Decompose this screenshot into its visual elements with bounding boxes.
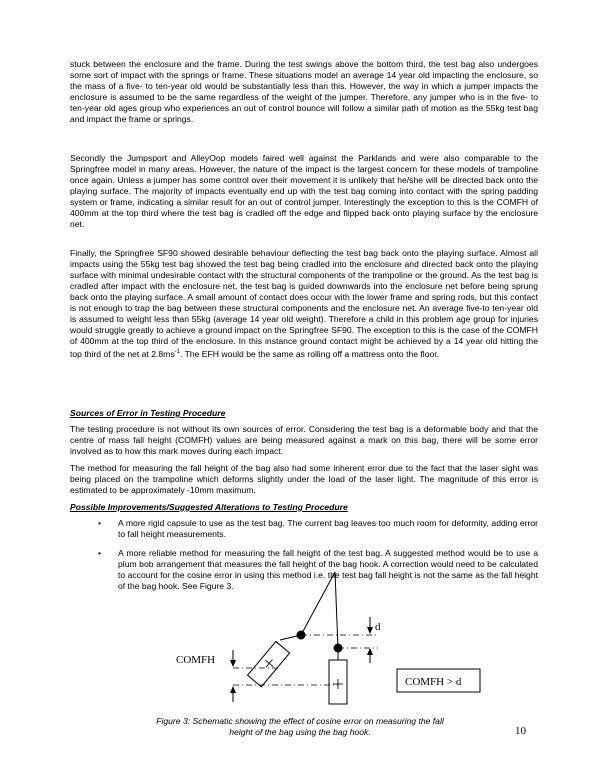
paragraph-5-text: The method for measuring the fall height of the bag also had some inherent error due to the fact that the laser sight was being placed on the trampoline which deforms slightly under the load of the laser light. The magnitude of this error is estimated to be approximately -10mm maximum. [70, 463, 538, 495]
figure-caption [130, 716, 470, 738]
figure-caption-line-2: height of the bag using the bag hook. [229, 727, 371, 737]
label-comfh: COMFH [176, 654, 216, 666]
hook-string-right [335, 572, 338, 648]
bullet-text: A more rigid capsule to use as the test bag. The current bag leaves too much room for deformity, adding error to fall height measurements. [118, 518, 538, 539]
comfh-d-box-label: COMFH > d [405, 676, 462, 688]
page-number: 10 [515, 725, 526, 737]
paragraph-3-part-b: . The EFH would be the same as rolling off a mattress onto the floor. [179, 348, 440, 359]
label-d: d [375, 621, 381, 633]
paragraph-3-part-a: Finally, the Springfree SF90 showed desirable behaviour deflecting the test bag back onto the playing surface. Almost all impacts using the 55kg test bag showed the test bag being cradled into the enclosure and directed back onto the playing surface with minimal undesirable contact with the structural components of the trampoline or the ground. As the test bag is cradled after impact with the enclosure net, the test bag is guided downwards into the enclosure net before being sprung back onto the playing surface. A small amount of contact does occur with the lower frame and spring rods, but this contact is not enough to trap the bag between these structural components and the enclosure net. An average five-to ten-year old is assumed to weight less than 55kg (average 14 year old weight). Therefore a child in this problem age group for injuries would struggle greatly to achieve a ground impact on the Springfree SF90. The exception to this is the case of the COMFH of 400mm at the top third of the enclosure. In this instance ground contact might be achieved by a 14 year old hitting the top third of the net at 2.8ms [70, 248, 538, 359]
bullet-icon: • [98, 518, 102, 528]
d-arrowhead-top [367, 627, 373, 634]
paragraph-1-text: stuck between the enclosure and the frame. During the test swings above the bottom third, the test bag also undergoes some sort of impact with the springs or frame. These situations model an average 14 year old impacting the enclosure, so the mass of a five- to ten-year old would be substantially less than this. However, the way in which a jumper impacts the enclosure is assumed to be the same regardless of the weight of the jumper. Therefore, any jumper who is in the five- to ten-year old ages group who experiences an out of control bounce will follow a similar path of motion as the 55kg test bag and impact the frame or springs. [70, 59, 538, 124]
figure-caption-line-1: Figure 3: Schematic showing the effect of cosine error on measuring the fall [156, 716, 444, 726]
paragraph-3-superscript: -1 [174, 349, 180, 355]
paragraph-4-text: The testing procedure is not without its own sources of error. Considering the test bag is a deformable body and that the centre of mass fall height (COMFH) values are being measured against a mark on this bag, there will be some error involved as to how this mark moves during each impact. [70, 424, 538, 456]
bullet-text: A more reliable method for measuring the fall height of the test bag. A suggested method would be to use a plum bob arrangement that measures the fall height of the bag hook. A correction would need to be calculated to account for the cosine error in using this method i.e. the test bag fall height is not the same as the fall height of the bag hook. See Figure 3. [118, 548, 538, 591]
section-heading-sources-of-error: Sources of Error in Testing Procedure [70, 408, 226, 418]
comfh-arrowhead-top [230, 660, 236, 667]
hook-string-left [301, 572, 335, 635]
bullet-icon: • [98, 548, 102, 558]
tilted-bag [248, 641, 290, 686]
section-heading-improvements: Possible Improvements/Suggested Alterations to Testing Procedure [70, 502, 348, 512]
comfh-arrowhead-bottom [230, 686, 236, 693]
paragraph-2-text: Secondly the Jumpsport and AlleyOop models faired well against the Parklands and were also comparable to the Springfree model in many areas. However, the nature of the impact is the largest concern for these models of trampoline once again. Unless a jumper has some control over their movement it is unlikely that he/she will be directed back onto the playing surface. The majority of impacts eventually end up with the test bag coming into contact with the spring padding system or frame, indicating a similar result for an out of control jumper. Interestingly the exception to this is the COMFH of 400mm at the top third where the test bag is cradled off the edge and flipped back onto playing surface by the enclosure net. [70, 153, 538, 229]
d-arrowhead-bottom [367, 648, 373, 655]
